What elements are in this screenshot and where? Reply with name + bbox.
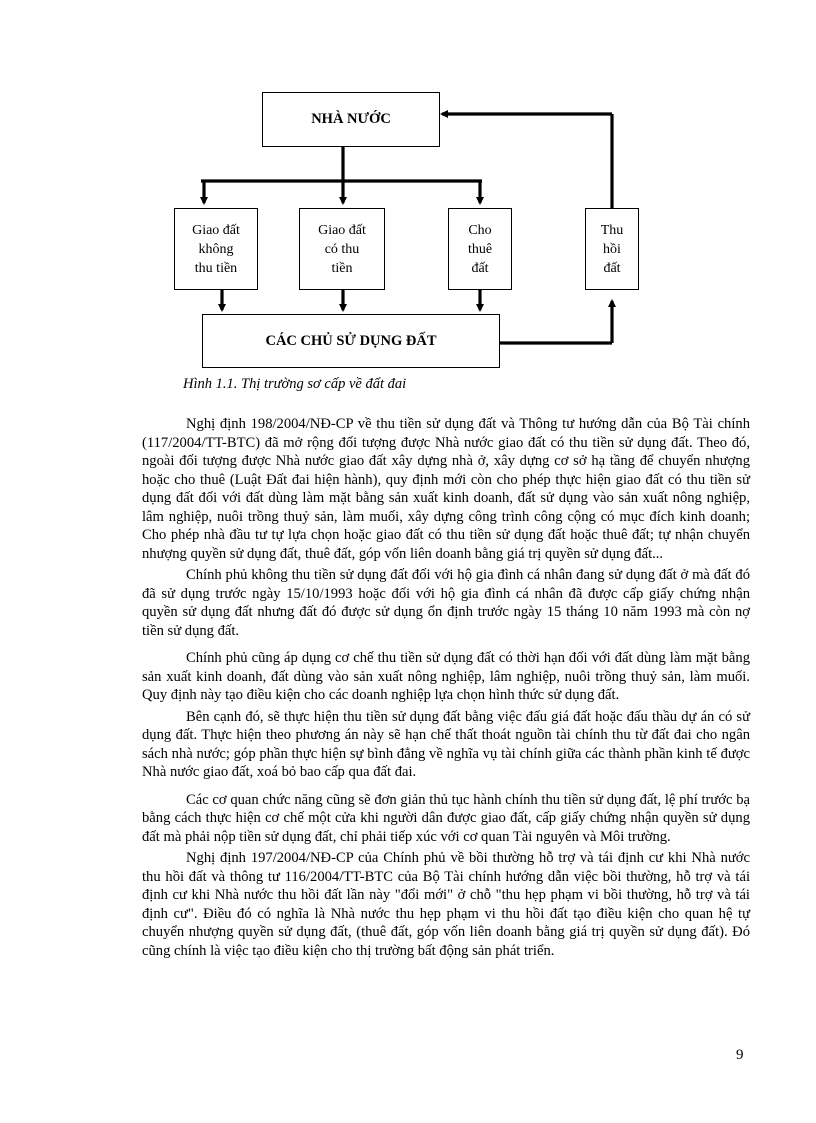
land-users-label: CÁC CHỦ SỬ DỤNG ĐẤT — [265, 332, 437, 349]
paragraph: Chính phủ cũng áp dụng cơ chế thu tiền sử dụng đất có thời hạn đối với đất dùng làm mặt bằng sản xuất kinh doanh, đất dùng vào sản xuất nông nghiệp, lâm nghiệp, nuôi trồng thuỷ sản, làm muối. Quy định này tạo điều kiện cho các doanh nghiệp lựa chọn hình thức sử dụng đất. — [142, 650, 750, 703]
body-text — [142, 415, 750, 969]
paragraph: Các cơ quan chức năng cũng sẽ đơn giản thủ tục hành chính thu tiền sử dụng đất, lệ phí trước bạ bằng cách thực hiện cơ chế một cửa khi người dân được giao đất, cấp giấy chứng nhận quyền sử dụng đất mà phải nộp tiền sử dụng đất, chỉ phải tiếp xúc với cơ quan Tài nguyên và Môi trường. — [142, 791, 750, 845]
paragraph: Nghị định 198/2004/NĐ-CP về thu tiền sử dụng đất và Thông tư hướng dẫn của Bộ Tài chính (117/2004/TT-BTC) đã mở rộng đối tượng được Nhà nước giao đất có thu tiền sử dụng đất. Theo đó, ngoài đối tượng được Nhà nước giao đất xây dựng nhà ở, xây dựng cơ sở hạ tầng để chuyển nhượng hoặc cho thuê (Luật Đất đai hiện hành), quy định mới còn cho phép thực hiện giao đất có thu tiền sử dụng đất đối với đất dùng làm mặt bằng sản xuất kinh doanh, đất sử dụng vào sản xuất nông nghiệp, lâm nghiệp, nuôi trồng thuỷ sản, làm muối, xây dựng công trình công cộng có mục đích kinh doanh; Cho phép nhà đầu tư tự lựa chọn hoặc giao đất có thu tiền sử dụng đất hoặc thuê đất; tự nhận chuyển nhượng quyền sử dụng đất, thuê đất, góp vốn liên doanh bằng giá trị quyền sử dụng đất... — [142, 416, 750, 562]
state-box-label: NHÀ NƯỚC — [311, 111, 391, 127]
lease-box — [448, 208, 512, 290]
lease-label: Cho thuê đất — [467, 222, 493, 276]
paragraph: Nghị định 197/2004/NĐ-CP của Chính phủ về bồi thường hỗ trợ và tái định cư khi Nhà nước thu hồi đất và thông tư 116/2004/TT-BTC của Bộ Tài chính hướng dẫn việc bồi thường, hỗ trợ và tái định cư khi Nhà nước thu hồi đất lần này "đổi mới" ở chỗ "thu hẹp phạm vi bồi thường, hỗ trợ và tái định cư". Điều đó có nghĩa là Nhà nước thu hẹp phạm vi thu hồi đất tạo điều kiện cho quan hệ tự chuyển nhượng quyền sử dụng đất, (thuê đất, góp vốn liên doanh bằng giá trị quyền sử dụng đất). Đó cũng chính là việc tạo điều kiện cho thị trường bất động sản phát triển. — [142, 850, 750, 959]
figure-caption: Hình 1.1. Thị trường sơ cấp về đất đai — [183, 376, 407, 392]
paragraph: Bên cạnh đó, sẽ thực hiện thu tiền sử dụng đất bằng việc đấu giá đất hoặc đấu thầu dự án có sử dụng đất. Thực hiện theo phương án này sẽ hạn chế thất thoát nguồn tài chính thu từ đất đai cho ngân sách nhà nước; góp phần thực hiện sự bình đẳng về nghĩa vụ tài chính giữa các thành phần kinh tế được Nhà nước giao đất, xoá bỏ bao cấp qua đất đai. — [142, 708, 750, 780]
allocate-free-box — [174, 208, 258, 290]
recover-label: Thu hồi đất — [600, 222, 624, 276]
state-box — [262, 92, 440, 147]
page-number: 9 — [736, 1047, 744, 1063]
land-market-diagram — [0, 0, 816, 380]
recover-box — [585, 208, 639, 290]
land-users-box — [202, 314, 500, 368]
allocate-paid-box — [299, 208, 385, 290]
allocate-paid-label: Giao đất có thu tiền — [318, 222, 366, 276]
paragraph: Chính phủ không thu tiền sử dụng đất đối với hộ gia đình cá nhân đang sử dụng đất ở mà đất đó đã sử dụng trước ngày 15/10/1993 hoặc đối với hộ gia đình cá nhân đã được cấp giấy chứng nhận quyền sử dụng đất nhưng đất đó được sử dụng ổn định trước ngày 15 tháng 10 năm 1993 mà còn nợ tiền sử dụng đất. — [142, 567, 750, 639]
allocate-free-label: Giao đất không thu tiền — [192, 222, 240, 276]
